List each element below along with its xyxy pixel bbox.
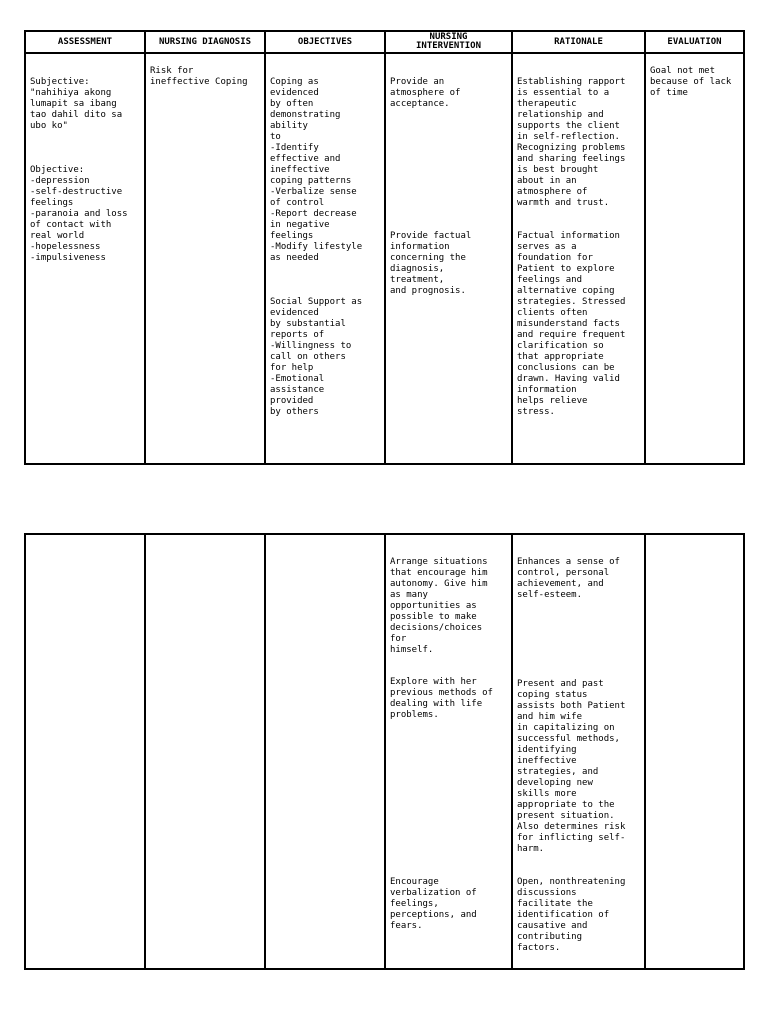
header-assessment: ASSESSMENT (25, 31, 145, 53)
rationale-item: Establishing rapport is essential to a therapeutic relationship and supports the client in self-reflection. Recognizing problems and sharing feelings is best brought about in an atmosphere of warmth and trust. (517, 77, 626, 208)
subjective-data: Subjective: "nahihiya akong lumapit sa ibang tao dahil dito sa ubo ko" (30, 77, 123, 131)
header-evaluation: EVALUATION (645, 31, 744, 53)
header-row (25, 31, 744, 53)
intervention-item: Explore with her previous methods of dealing with life problems. (390, 677, 493, 720)
objective-data: Objective: -depression -self-destructive feelings -paranoia and loss of contact with real world -hopelessness -impulsiveness (30, 165, 128, 263)
header-nursing-diagnosis: NURSING DIAGNOSIS (145, 31, 265, 53)
nursing-diagnosis-cell: Risk for ineffective Coping (145, 53, 265, 464)
objectives-cell (265, 534, 385, 969)
header-nursing-intervention: NURSING INTERVENTION (385, 31, 512, 53)
rationale-cell (512, 534, 645, 969)
coping-objectives: Coping as evidenced by often demonstrating ability to -Identify effective and ineffective coping patterns -Verbalize sense of control -Report decrease in negative feelings -Modify lifestyle as needed (270, 77, 363, 263)
care-plan-table-1 (24, 30, 745, 465)
header-rationale: RATIONALE (512, 31, 645, 53)
nursing-diagnosis-cell (145, 534, 265, 969)
rationale-item: Present and past coping status assists both Patient and him wife in capitalizing on successful methods, identifying ineffective strategies, and developing new skills more appropriate to the present situation. Also determines risk for inflicting self- harm. (517, 679, 626, 854)
intervention-cell (385, 534, 512, 969)
assessment-cell (25, 53, 145, 464)
header-objectives: OBJECTIVES (265, 31, 385, 53)
rationale-item: Enhances a sense of control, personal achievement, and self-esteem. (517, 557, 620, 600)
care-plan-table-2 (24, 533, 745, 970)
objectives-cell (265, 53, 385, 464)
table-row (25, 534, 744, 969)
assessment-cell (25, 534, 145, 969)
social-support-objectives: Social Support as evidenced by substantial reports of -Willingness to call on others for help -Emotional assistance provided by others (270, 297, 363, 417)
intervention-item: Arrange situations that encourage him autonomy. Give him as many opportunities as possible to make decisions/choices for himself. (390, 557, 488, 655)
intervention-item: Provide factual information concerning the diagnosis, treatment, and prognosis. (390, 231, 472, 296)
evaluation-cell: Goal not met because of lack of time (645, 53, 744, 464)
intervention-item: Provide an atmosphere of acceptance. (390, 77, 461, 109)
evaluation-cell (645, 534, 744, 969)
intervention-cell (385, 53, 512, 464)
rationale-item: Factual information serves as a foundation for Patient to explore feelings and alternative coping strategies. Stressed clients often misunderstand facts and require frequent clarification so that appropriate conclusions can be drawn. Having valid information helps relieve stress. (517, 231, 626, 417)
table-row (25, 53, 744, 464)
intervention-item: Encourage verbalization of feelings, perceptions, and fears. (390, 877, 477, 931)
rationale-item: Open, nonthreatening discussions facilitate the identification of causative and contributing factors. (517, 877, 626, 953)
rationale-cell (512, 53, 645, 464)
